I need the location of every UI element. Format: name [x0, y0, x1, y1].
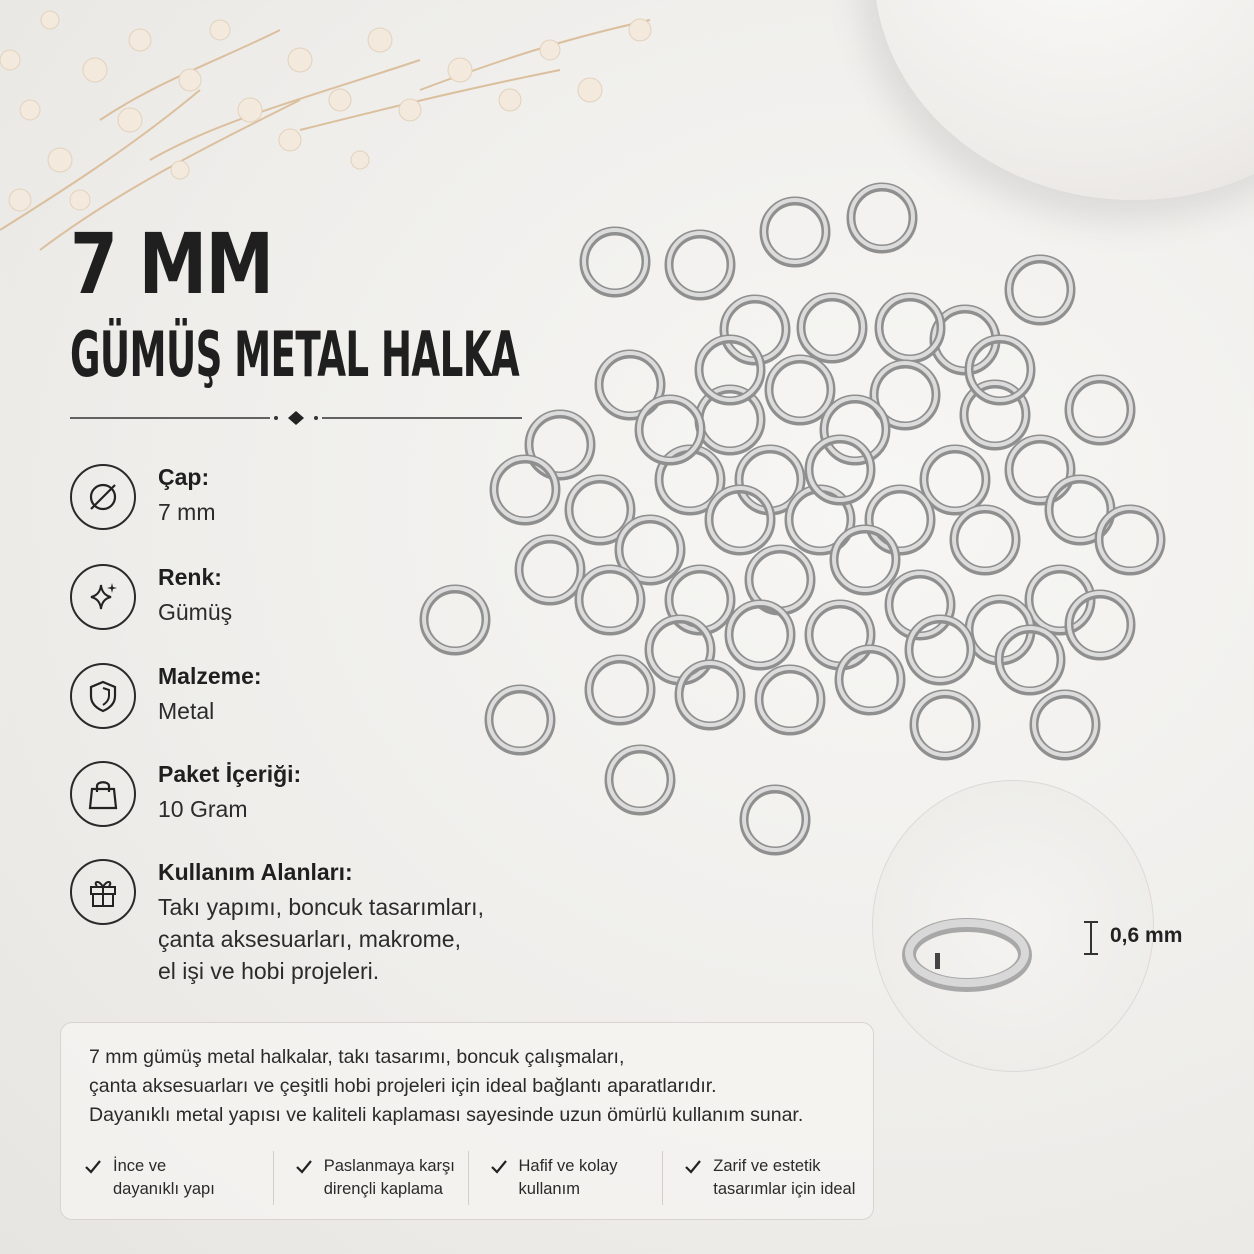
description-line: çanta aksesuarları ve çeşitli hobi projeleri için ideal bağlantı aparatlarıdır. — [89, 1075, 717, 1097]
feature-value-line: çanta aksesuarları, makrome, — [158, 926, 461, 952]
metal-ring-highlight — [759, 668, 821, 730]
metal-ring-highlight — [424, 588, 486, 650]
metal-ring-highlight — [924, 448, 986, 510]
metal-ring-highlight — [1069, 378, 1131, 440]
description-box — [60, 1022, 874, 1220]
benefit-list — [79, 1151, 857, 1205]
benefit-text: Hafif ve kolay — [518, 1157, 618, 1175]
feature-value-multiline — [158, 891, 538, 987]
benefit-text: kullanım — [518, 1180, 580, 1198]
metal-ring-highlight — [589, 658, 651, 720]
metal-ring-highlight — [851, 186, 913, 248]
metal-ring-highlight — [1009, 258, 1071, 320]
feature-value: 7 mm — [158, 499, 216, 525]
benefit-item — [273, 1151, 468, 1205]
feature-label: Kullanım Alanları: — [158, 859, 353, 885]
feature-value: 10 Gram — [158, 796, 248, 822]
benefit-item — [79, 1151, 273, 1205]
page-title: 7 MM — [70, 215, 273, 313]
feature-label: Paket İçeriği: — [158, 761, 302, 787]
metal-ring-highlight — [609, 748, 671, 810]
feature-label: Çap: — [158, 464, 210, 490]
metal-ring-highlight — [801, 296, 863, 358]
checkmark-icon — [294, 1157, 314, 1177]
checkmark-icon — [683, 1157, 703, 1177]
gift-icon — [70, 859, 136, 925]
metal-ring-highlight — [1034, 693, 1096, 755]
metal-ring-highlight — [839, 648, 901, 710]
white-plate-decoration — [874, 0, 1254, 200]
metal-ring-highlight — [744, 788, 806, 850]
description-text — [89, 1043, 869, 1130]
benefit-text: İnce ve — [113, 1157, 167, 1175]
bag-icon — [70, 761, 136, 827]
benefit-item — [468, 1151, 663, 1205]
description-line: 7 mm gümüş metal halkalar, takı tasarımı, boncuk çalışmaları, — [89, 1046, 625, 1068]
thickness-label: 0,6 mm — [1110, 924, 1183, 947]
benefit-text: Paslanmaya karşı — [323, 1157, 455, 1175]
benefit-text: dirençli kaplama — [323, 1180, 443, 1198]
metal-ring-highlight — [954, 508, 1016, 570]
description-line: Dayanıklı metal yapısı ve kaliteli kaplaması sayesinde uzun ömürlü kullanım sunar. — [89, 1104, 804, 1126]
feature-value: Gümüş — [158, 599, 233, 625]
silver-rings-product-image — [400, 180, 1220, 860]
diameter-icon — [70, 464, 136, 530]
checkmark-icon — [489, 1157, 509, 1177]
shield-icon — [70, 663, 136, 729]
sparkle-icon — [70, 564, 136, 630]
benefit-item — [662, 1151, 857, 1205]
metal-ring-highlight — [834, 528, 896, 590]
metal-ring-highlight — [579, 568, 641, 630]
benefit-text: Zarif ve estetik — [713, 1157, 821, 1175]
metal-ring-highlight — [1099, 508, 1161, 570]
page-subtitle: GÜMÜŞ METAL HALKA — [70, 318, 520, 391]
metal-ring-highlight — [729, 603, 791, 665]
metal-ring-highlight — [769, 358, 831, 420]
metal-ring-highlight — [679, 663, 741, 725]
metal-ring-highlight — [519, 538, 581, 600]
benefit-text: tasarımlar için ideal — [713, 1180, 856, 1198]
checkmark-icon — [83, 1157, 103, 1177]
feature-value-line: Takı yapımı, boncuk tasarımları, — [158, 894, 484, 920]
benefit-text: dayanıklı yapı — [113, 1180, 215, 1198]
feature-label: Renk: — [158, 564, 222, 590]
metal-ring-highlight — [879, 296, 941, 358]
metal-ring-highlight — [584, 230, 646, 292]
metal-ring-highlight — [809, 603, 871, 665]
metal-ring-highlight — [764, 200, 826, 262]
metal-ring-highlight — [869, 488, 931, 550]
feature-label: Malzeme: — [158, 663, 262, 689]
metal-ring-highlight — [489, 688, 551, 750]
feature-value-line: el işi ve hobi projeleri. — [158, 958, 380, 984]
metal-ring-highlight — [669, 233, 731, 295]
metal-ring-highlight — [914, 693, 976, 755]
thickness-measure-icon — [1080, 920, 1102, 956]
feature-value: Metal — [158, 698, 215, 724]
metal-ring-highlight — [824, 398, 886, 460]
metal-ring-highlight — [494, 458, 556, 520]
